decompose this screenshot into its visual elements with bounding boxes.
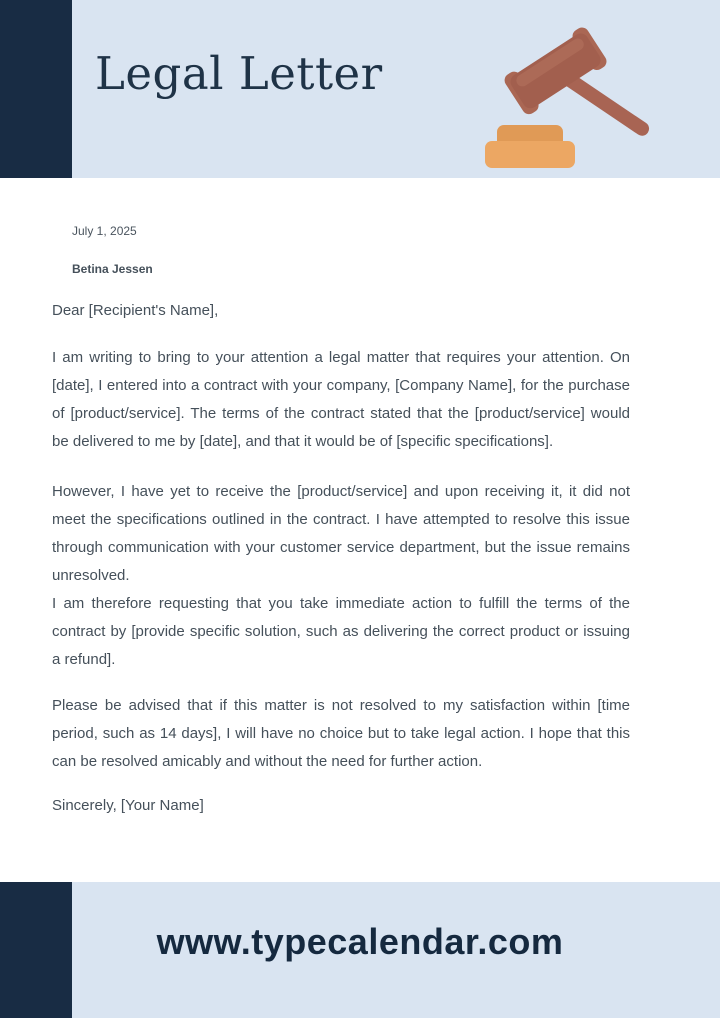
- gavel-icon: [470, 15, 670, 175]
- letter-date: July 1, 2025: [72, 224, 137, 238]
- footer-band: [0, 882, 720, 1018]
- page-title: Legal Letter: [95, 47, 383, 100]
- paragraph-2: However, I have yet to receive the [product/service] and upon receiving it, it did not meet the specifications outlined in the contract. I have attempted to resolve this issue through communication with your customer service department, but the issue remains unresolved.: [52, 483, 630, 584]
- website-url: www.typecalendar.com: [156, 921, 564, 962]
- left-accent-bar-top: [0, 0, 72, 178]
- letter-body: [52, 224, 630, 820]
- header-band: [0, 0, 720, 178]
- paragraph-1: I am writing to bring to your attention a legal matter that requires your attention. On [date], I entered into a contract with your company, [Company Name], for the purchase of [product/service]. The terms of the contract stated that the [product/service] would be delivered to me by [date], and that it would be of [specific specifications].: [52, 349, 630, 450]
- paragraph-4: Please be advised that if this matter is not resolved to my satisfaction within [time period, such as 14 days], I will have no choice but to take legal action. I hope that this can be resolved amicably and without the need for further action.: [52, 697, 630, 770]
- closing-line: Sincerely, [Your Name]: [52, 797, 204, 814]
- salutation: Dear [Recipient's Name],: [52, 302, 219, 319]
- paragraph-3: I am therefore requesting that you take immediate action to fulfill the terms of the contract by [provide specific solution, such as delivering the correct product or issuing a refund].: [52, 595, 630, 668]
- sender-name: Betina Jessen: [72, 262, 153, 276]
